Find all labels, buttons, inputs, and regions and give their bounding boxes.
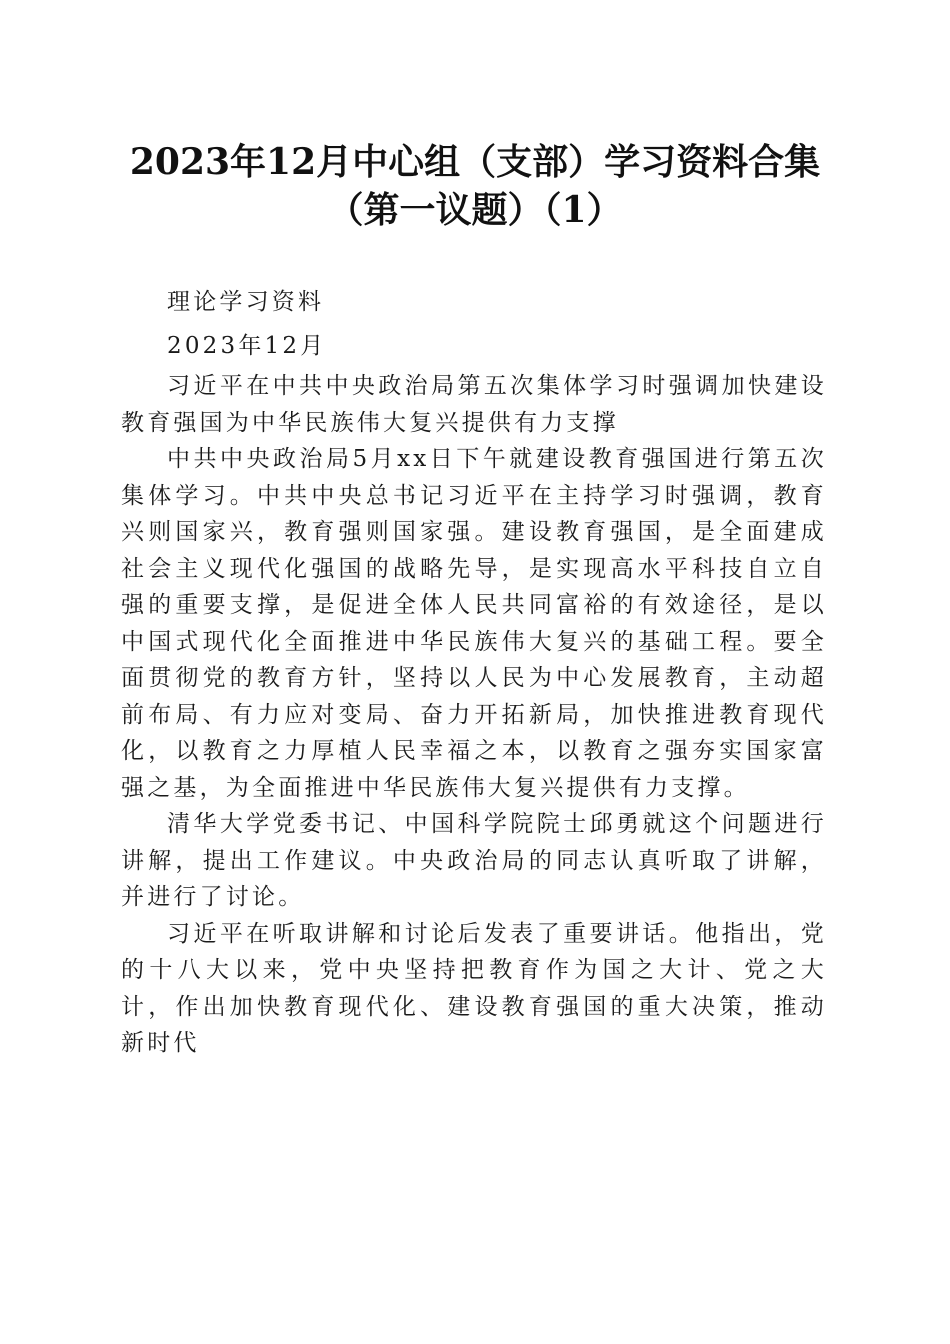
category-label: 理论学习资料	[167, 289, 325, 315]
title-line-1: 2023年12月中心组（支部）学习资料合集	[129, 141, 821, 183]
title-line-2: （第一议题）（1）	[327, 189, 623, 231]
document-body	[121, 280, 827, 1062]
body-paragraph-2: 清华大学党委书记、中国科学院院士邱勇就这个问题进行讲解，提出工作建议。中央政治局的同志认真听取了讲解，并进行了讨论。	[121, 811, 827, 910]
body-paragraph-1: 中共中央政治局5月xx日下午就建设教育强国进行第五次集体学习。中共中央总书记习近平在主持学习时强调，教育兴则国家兴，教育强则国家强。建设教育强国，是全面建成社会主义现代化强国的战略先导，是实现高水平科技自立自强的重要支撑，是促进全体人民共同富裕的有效途径，是以中国式现代化全面推进中华民族伟大复兴的基础工程。要全面贯彻党的教育方针，坚持以人民为中心发展教育，主动超前布局、有力应对变局、奋力开拓新局，加快推进教育现代化，以教育之力厚植人民幸福之本，以教育之强夯实国家富强之基，为全面推进中华民族伟大复兴提供有力支撑。	[121, 446, 827, 801]
article-heading: 习近平在中共中央政治局第五次集体学习时强调加快建设教育强国为中华民族伟大复兴提供有力支撑	[121, 373, 827, 436]
document-title	[0, 138, 950, 234]
date-label: 2023年12月	[167, 333, 327, 359]
body-paragraph-3: 习近平在听取讲解和讨论后发表了重要讲话。他指出，党的十八大以来，党中央坚持把教育作为国之大计、党之大计，作出加快教育现代化、建设教育强国的重大决策，推动新时代	[121, 920, 827, 1056]
